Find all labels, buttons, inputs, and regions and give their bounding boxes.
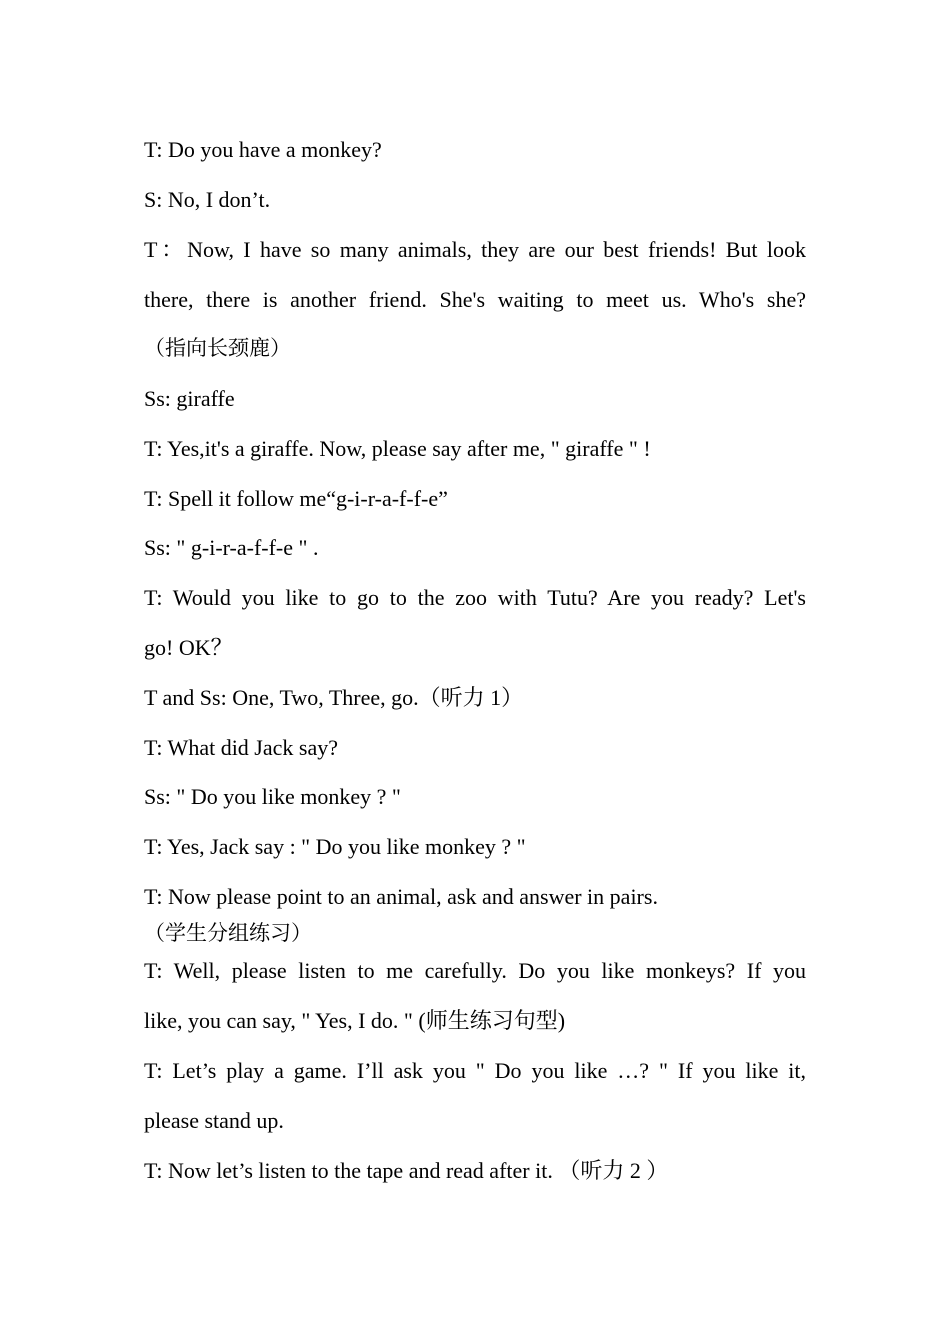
- dialogue-line: there, there is another friend. She's waiting to meet us. Who's she?: [144, 287, 806, 312]
- dialogue-line: like, you can say, " Yes, I do. " (师生练习句型): [144, 1008, 566, 1033]
- stage-direction: （学生分组练习）: [144, 921, 312, 945]
- stage-direction: （指向长颈鹿）: [144, 336, 291, 360]
- dialogue-line: T：Now, I have so many animals, they are our best friends! But look: [144, 237, 806, 262]
- dialogue-line: T: Do you have a monkey?: [144, 137, 382, 162]
- dialogue-line: Ss: " Do you like monkey ? ": [144, 784, 401, 809]
- dialogue-line: go! OK？: [144, 635, 233, 660]
- dialogue-line: T and Ss: One, Two, Three, go.（听力 1）: [144, 685, 524, 710]
- dialogue-line: T: Now please point to an animal, ask and answer in pairs.: [144, 884, 658, 909]
- dialogue-line: Ss: giraffe: [144, 386, 235, 411]
- dialogue-line: S: No, I don’t.: [144, 187, 271, 212]
- dialogue-line: T: Well, please listen to me carefully. Do you like monkeys? If you: [144, 958, 806, 983]
- dialogue-line: T: Yes, Jack say : " Do you like monkey ? ": [144, 834, 526, 859]
- dialogue-line: T: Would you like to go to the zoo with Tutu? Are you ready? Let's: [144, 585, 806, 610]
- dialogue-line: T: Let’s play a game. I’ll ask you " Do you like …? " If you like it,: [144, 1058, 806, 1083]
- dialogue-line: T: Spell it follow me“g-i-r-a-f-f-e”: [144, 486, 448, 511]
- dialogue-line: T: Yes,it's a giraffe. Now, please say after me, " giraffe " !: [144, 436, 651, 461]
- dialogue-line: T: What did Jack say?: [144, 735, 338, 760]
- dialogue-line: please stand up.: [144, 1108, 284, 1133]
- dialogue-line: Ss: " g-i-r-a-f-f-e " .: [144, 535, 319, 560]
- dialogue-line: T: Now let’s listen to the tape and read after it. （听力 2 ）: [144, 1158, 669, 1183]
